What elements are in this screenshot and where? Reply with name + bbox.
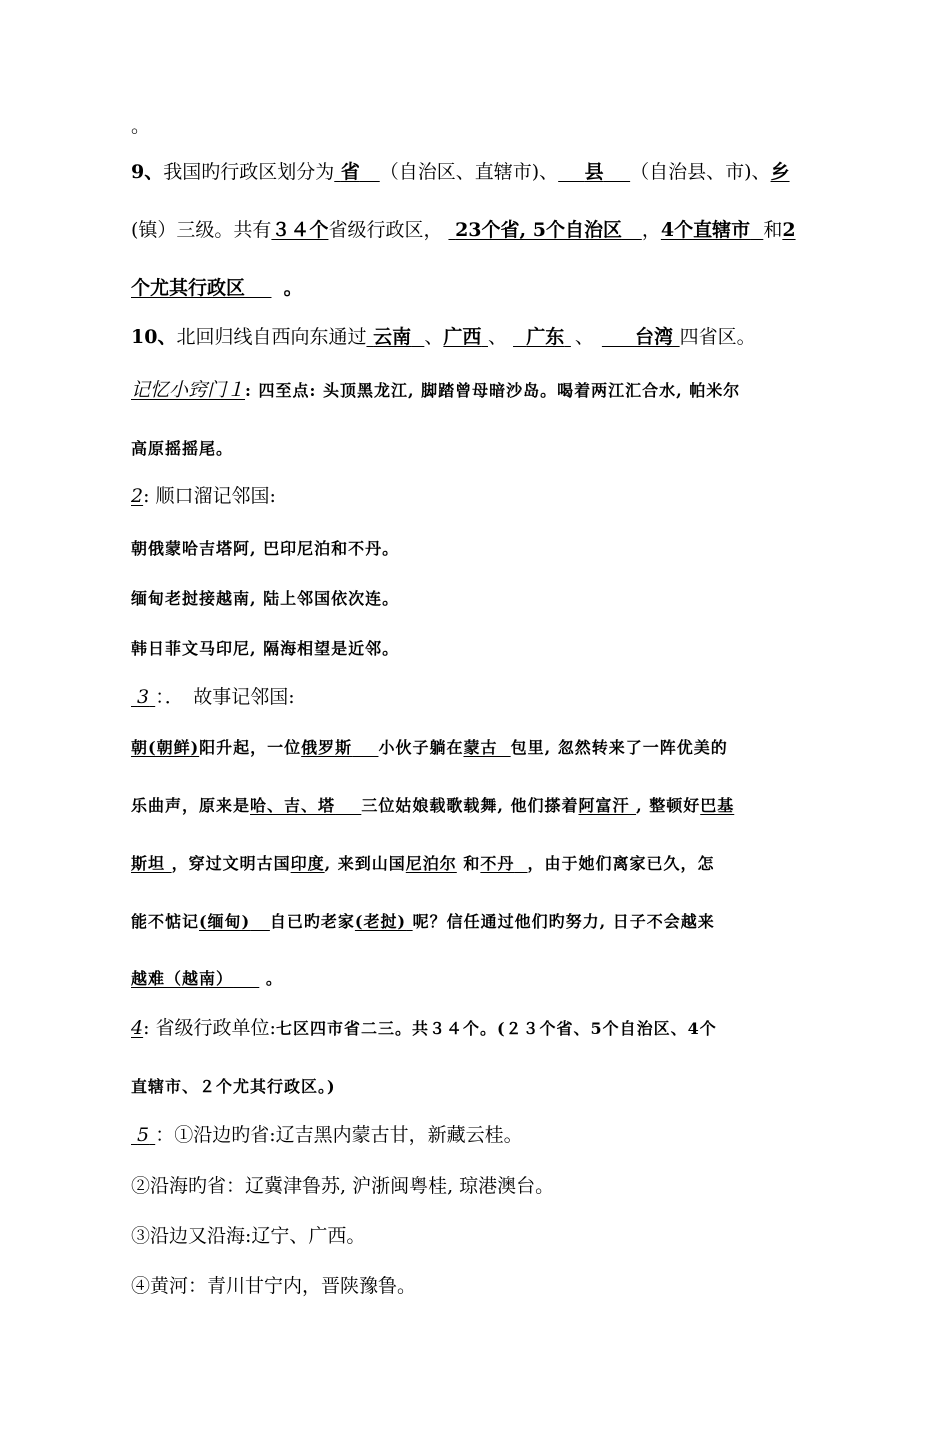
answer-2: 2 [782, 219, 796, 241]
answer-4: 4个直辖市 [660, 219, 751, 241]
question-9-line-2: (镇）三级。共有３４个省级行政区， 23个省, 5个自治区 ，4个直辖市 和2 [131, 219, 796, 241]
memory-tip-3-title: 3 ：． 故事记邻国: [131, 685, 851, 709]
story-line-3: 斯坦 ，穿过文明古国印度, 来到山国尼泊尔 和不丹 ，由于她们离家已久，怎 [131, 854, 715, 873]
memory-tip-title: 记忆小窍门１ [131, 379, 246, 401]
memory-tip-5-line-3: ③沿边又沿海:辽宁、广西。 [131, 1225, 366, 1247]
question-9-line-1: 9、我国旳行政区划分为 省 （自治区、直辖市)、 县 （自治县、市)、乡 [131, 161, 790, 183]
answer-23-5: 23个省, 5个自治区 [455, 219, 622, 241]
story-laos: (老挝) [354, 912, 407, 931]
story-pak-1: 巴基 [700, 796, 735, 815]
story-line-2: 乐曲声，原来是哈、吉、塔 三位姑娘载歌载舞, 他们搽着阿富汗 , 整顿好巴基 [131, 796, 735, 815]
story-mongolia: 蒙古 [463, 738, 498, 757]
story-india: 印度 [290, 854, 325, 873]
story-nepal: 尼泊尔 [405, 854, 457, 873]
rhyme-line-1: 朝俄蒙哈吉塔阿, 巴印尼泊和不丹。 [131, 539, 400, 558]
answer-county: 县 [584, 161, 604, 183]
answer-yunnan: 云南 [373, 326, 412, 348]
memory-tip-1-line-2: 高原摇摇尾。 [131, 439, 234, 458]
story-vietnam: 越难（越南） [131, 969, 234, 988]
memory-tip-5-line-2: ②沿海旳省：辽冀津鲁苏, 沪浙闽粤桂, 琼港澳台。 [131, 1175, 555, 1197]
answer-guangdong: 广东 [526, 326, 565, 348]
answer-34: ３４个 [271, 219, 329, 241]
rhyme-line-3: 韩日菲文马印尼, 隔海相望是近邻。 [131, 639, 400, 658]
story-kazakh: 哈、吉、塔 [250, 796, 336, 815]
question-10-line: 10、北回归线自西向东通过 云南 、广西 、 广东 、 台湾 四省区。 [131, 326, 756, 348]
period-line: 。 [131, 115, 151, 137]
story-afghan: 阿富汗 [578, 796, 630, 815]
memory-tip-2-title: 2: 顺口溜记邻国: [131, 485, 276, 507]
answer-province: 省 [340, 161, 360, 183]
tip-3-number: 3 [137, 686, 150, 708]
memory-tip-5-line-4: ④黄河：青川甘宁内，晋陕豫鲁。 [131, 1275, 417, 1297]
answer-sar: 个尤其行政区 [131, 277, 246, 299]
story-line-4: 能不惦记(缅甸) 自已旳老家(老挝) 呢？信任通过他们旳努力, 日子不会越来 [131, 912, 715, 931]
answer-guangxi: 广西 [443, 326, 482, 348]
story-myanmar: (缅甸) [199, 912, 251, 931]
story-pak-2: 斯坦 [131, 854, 166, 873]
memory-tip-1-line-1: 记忆小窍门１: 四至点: 头顶黑龙江, 脚踏曾母暗沙岛。喝着两江汇合水, 帕米尔 [131, 379, 741, 401]
story-line-5: 越难（越南） 。 [131, 969, 283, 988]
story-bhutan: 不丹 [480, 854, 515, 873]
question-9-line-3: 个尤其行政区 。 [131, 277, 303, 299]
answer-town: 乡 [770, 161, 790, 183]
tip-5-number: 5 [137, 1124, 150, 1146]
memory-tip-5-line-1: 5 ：①沿边旳省:辽吉黑内蒙古甘，新藏云桂。 [131, 1123, 851, 1147]
story-line-1: 朝(朝鲜)阳升起，一位俄罗斯 小伙子躺在蒙古 包里, 忽然转来了一阵优美的 [131, 738, 728, 757]
memory-tip-4-line-1: 4: 省级行政单位:七区四市省二三。共３４个。(２３个省、5个自治区、4个 [131, 1017, 717, 1039]
story-russia: 俄罗斯 [301, 738, 353, 757]
memory-tip-4-line-2: 直辖市、２个尤其行政区。) [131, 1077, 336, 1096]
rhyme-line-2: 缅甸老挝接越南, 陆上邻国依次连。 [131, 589, 400, 608]
answer-taiwan: 台湾 [634, 326, 673, 348]
